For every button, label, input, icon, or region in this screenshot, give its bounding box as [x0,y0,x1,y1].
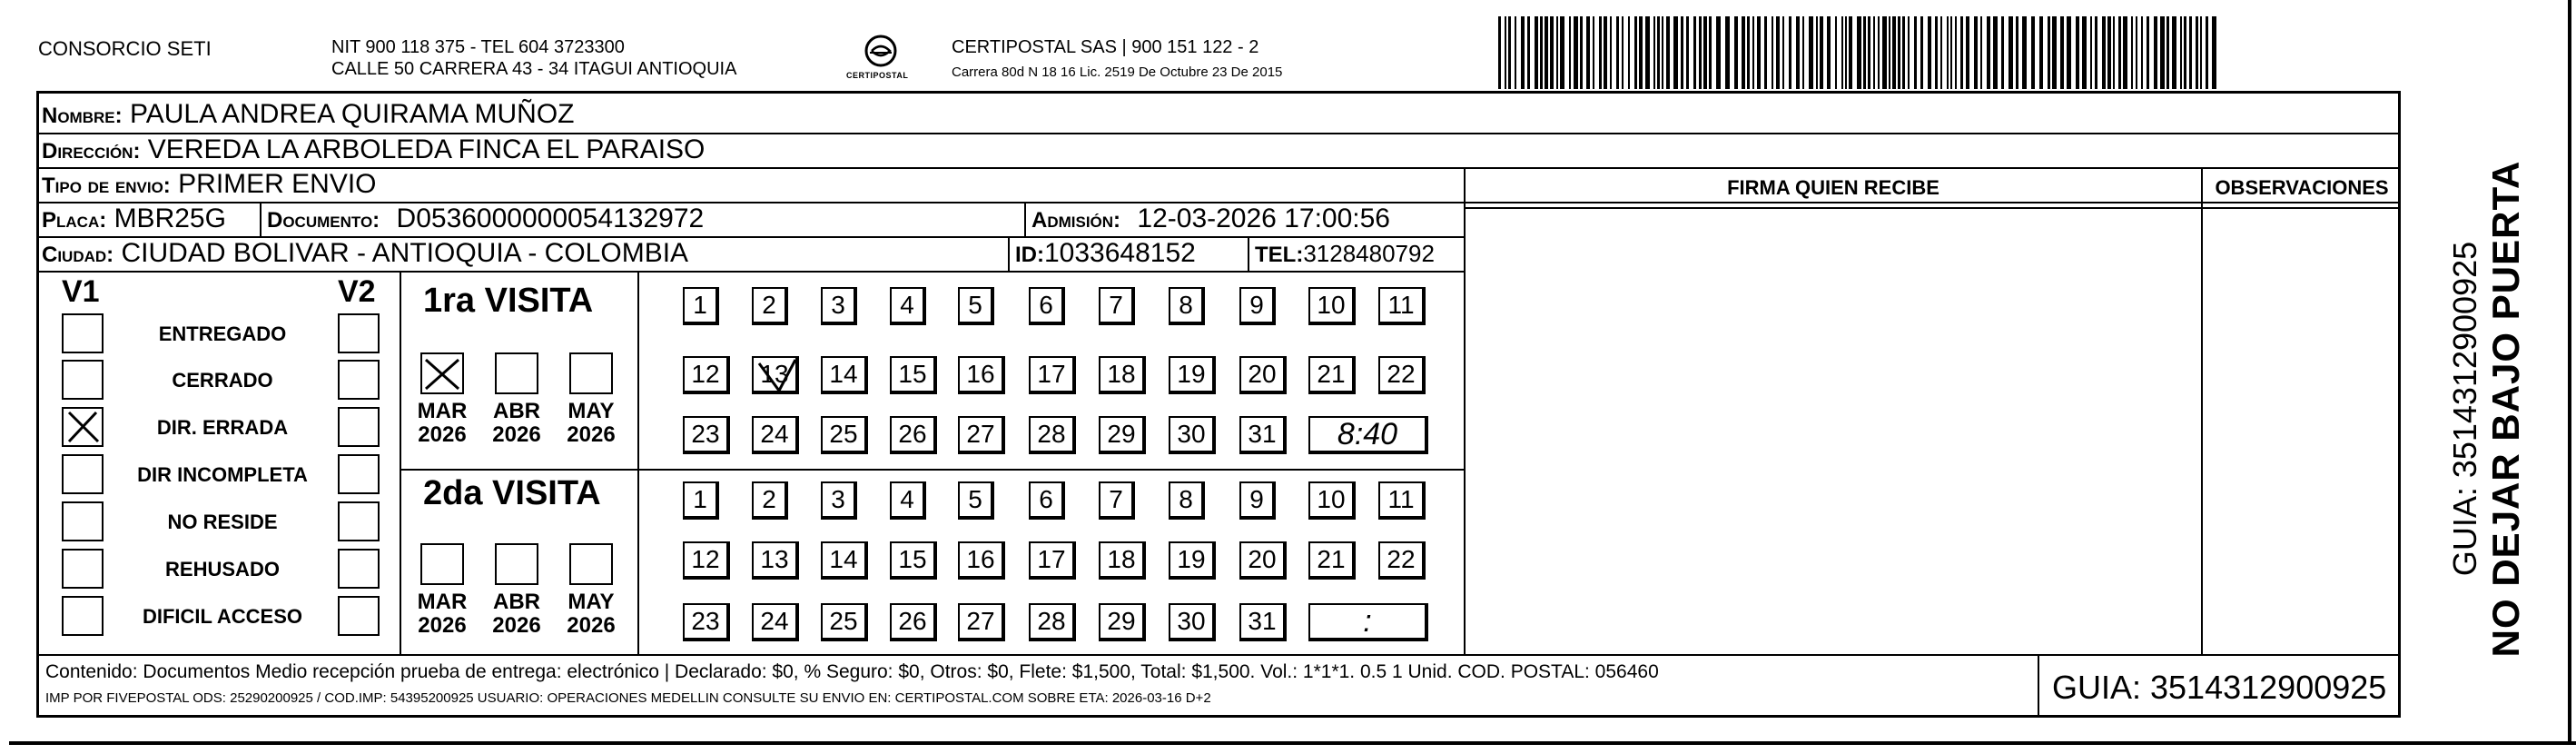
second-visit-day-5[interactable]: 5 [958,481,994,520]
barcode-bar [1882,16,1887,89]
first-visit-day-29[interactable]: 29 [1099,416,1146,454]
status-label: NO RESIDE [167,511,278,533]
first-visit-month-checkbox-abr[interactable] [495,352,538,394]
second-visit-day-9[interactable]: 9 [1239,481,1276,520]
check-mark-icon [422,354,462,392]
first-visit-day-12[interactable]: 12 [683,356,730,394]
second-visit-day-20[interactable]: 20 [1239,541,1287,580]
firma-header: FIRMA QUIEN RECIBE [1727,176,1939,199]
first-visit-day-10[interactable]: 10 [1308,287,1356,325]
barcode-bar [2048,16,2050,89]
barcode-bar [1527,16,1530,89]
barcode-bar [2095,16,2097,89]
second-visit-day-29[interactable]: 29 [1099,603,1146,641]
second-visit-title: 2da VISITA [423,474,601,512]
first-visit-day-9[interactable]: 9 [1239,287,1276,325]
v1-checkbox-7[interactable] [62,596,104,636]
v2-checkbox-5[interactable] [338,501,380,541]
second-visit-month-label [489,590,544,638]
first-visit-title: 1ra VISITA [423,282,594,320]
col-divider [1024,202,1026,236]
second-visit-month-label [564,590,618,638]
barcode-bar [1699,16,1702,89]
first-visit-day-23[interactable]: 23 [683,416,730,454]
second-visit-day-1[interactable]: 1 [683,481,719,520]
col-divider [260,202,262,236]
barcode-bar [1586,16,1590,89]
second-visit-day-30[interactable]: 30 [1169,603,1216,641]
direccion-label: Dirección: [42,139,141,164]
barcode-bar [1521,16,1525,89]
barcode-bar [1639,16,1643,89]
first-visit-day-21[interactable]: 21 [1308,356,1356,394]
barcode-bar [1681,16,1683,89]
first-visit-day-26[interactable]: 26 [890,416,937,454]
row-divider [36,271,1466,273]
second-visit-day-6[interactable]: 6 [1029,481,1065,520]
barcode-bar [1809,16,1813,89]
barcode-bar [1782,16,1784,89]
status-label: CERRADO [172,369,273,392]
second-visit-day-13[interactable]: 13 [752,541,799,580]
col-divider [637,271,639,654]
barcode-bar [1610,16,1612,89]
barcode-bar [1987,16,1990,89]
v2-checkbox-4[interactable] [338,454,380,494]
documento-value: D0536000000054132972 [396,203,705,233]
barcode-bar [1616,16,1619,89]
first-visit-day-31[interactable]: 31 [1239,416,1287,454]
second-visit-day-19[interactable]: 19 [1169,541,1216,580]
barcode-bar [1550,16,1554,89]
barcode-bar [2206,16,2208,89]
documento-label: Documento: [267,208,380,233]
observaciones-header: OBSERVACIONES [2215,176,2389,199]
second-visit-day-16[interactable]: 16 [958,541,1005,580]
tipo-envio-value: PRIMER ENVIO [178,169,377,199]
second-visit-day-10[interactable]: 10 [1308,481,1356,520]
first-visit-day-14[interactable]: 14 [821,356,868,394]
barcode-bar [2016,16,2018,89]
barcode-bar [1902,16,1905,89]
second-visit-day-25[interactable]: 25 [821,603,868,641]
admision-value: 12-03-2026 17:00:56 [1137,203,1390,233]
col-divider [1248,236,1249,271]
barcode-bar [1764,16,1767,89]
second-visit-day-7[interactable]: 7 [1099,481,1135,520]
v2-label: V2 [338,274,376,309]
barcode-bar [1993,16,1998,89]
first-visit-time-field[interactable]: 8:40 [1308,416,1428,454]
barcode-bar [1935,16,1938,89]
barcode-bar [1857,16,1861,89]
barcode-bar [1540,16,1543,89]
tipo-envio-row [42,169,377,202]
ciudad-label: Ciudad: [42,243,114,267]
barcode-bar [1974,16,1978,89]
id-value: 1033648152 [1044,238,1196,268]
first-visit-day-2[interactable]: 2 [752,287,788,325]
month-name: ABR [493,399,540,423]
barcode-bar [1666,16,1670,89]
ciudad-cell [42,238,688,271]
first-visit-day-24[interactable]: 24 [752,416,799,454]
barcode-bar [1725,16,1730,89]
second-visit-day-27[interactable]: 27 [958,603,1005,641]
barcode-bar [2160,16,2165,89]
second-visit-day-15[interactable]: 15 [890,541,937,580]
barcode-bar [1569,16,1571,89]
nombre-label: Nombre: [42,104,123,128]
first-visit-day-6[interactable]: 6 [1029,287,1065,325]
second-visit-day-11[interactable]: 11 [1378,481,1426,520]
col-divider [1464,167,1466,654]
barcode-bar [2184,16,2186,89]
barcode-bar [1634,16,1637,89]
second-visit-month-checkbox-may[interactable] [569,543,613,585]
v1-checkbox-4[interactable] [62,454,104,494]
barcode-bar [1580,16,1583,89]
barcode-bar [2118,16,2121,89]
barcode-bar [1802,16,1804,89]
barcode-bar [1556,16,1558,89]
barcode-bar [2131,16,2133,89]
first-visit-day-13[interactable]: 13 [752,356,799,394]
barcode-bar [2113,16,2115,89]
barcode-bar [2172,16,2176,89]
barcode-bar [1950,16,1952,89]
first-visit-day-25[interactable]: 25 [821,416,868,454]
id-label: ID: [1015,243,1044,267]
barcode-bar [1928,16,1931,89]
second-visit-day-14[interactable]: 14 [821,541,868,580]
barcode-bar [1535,16,1538,89]
barcode-bar [1505,16,1506,89]
first-visit-month-label [415,400,469,447]
barcode-bar [1878,16,1880,89]
admision-label: Admisión: [1031,208,1121,233]
status-label: DIR. ERRADA [156,416,289,439]
v2-checkbox-2[interactable] [338,360,380,400]
second-visit-time-field[interactable]: : [1308,603,1428,641]
barcode-bar [1980,16,1982,89]
license-line: Carrera 80d N 18 16 Lic. 2519 De Octubre 23 De 2015 [952,64,1283,80]
barcode-bar [2136,16,2137,89]
barcode-bar [1560,16,1564,89]
second-visit-day-3[interactable]: 3 [821,481,857,520]
v1-checkbox-2[interactable] [62,360,104,400]
v2-checkbox-7[interactable] [338,596,380,636]
second-visit-day-17[interactable]: 17 [1029,541,1076,580]
barcode-bar [1645,16,1650,89]
month-name: MAY [568,590,615,614]
col-divider [400,271,401,654]
barcode-bar [2090,16,2092,89]
row-divider [1466,207,2205,209]
v1-label: V1 [62,274,100,309]
no-dejar-bajo-puerta-warning: NO DEJAR BAJO PUERTA [2484,160,2527,658]
first-visit-month-label [489,400,544,447]
barcode-bar [2052,16,2057,89]
barcode-bar [1662,16,1663,89]
barcode-bar [1709,16,1712,89]
barcode-bar [1914,16,1917,89]
second-visit-day-24[interactable]: 24 [752,603,799,641]
barcode-bar [1574,16,1578,89]
barcode-bar [1947,16,1949,89]
second-visit-day-28[interactable]: 28 [1029,603,1076,641]
v1-checkbox-6[interactable] [62,549,104,589]
col-divider [1008,236,1010,271]
barcode-bar [1841,16,1843,89]
barcode-bar [2141,16,2143,89]
barcode-bar [2189,16,2192,89]
address-line: CALLE 50 CARRERA 43 - 34 ITAGUI ANTIOQUIA [331,59,737,79]
barcode-bar [1863,16,1866,89]
status-label: DIR INCOMPLETA [137,463,308,486]
tipo-envio-label: Tipo de envio: [42,174,171,198]
month-year: 2026 [418,422,467,447]
month-year: 2026 [567,422,616,447]
first-visit-day-27[interactable]: 27 [958,416,1005,454]
barcode-bar [2196,16,2198,89]
barcode-bar [2107,16,2111,89]
first-visit-day-22[interactable]: 22 [1378,356,1426,394]
page-bottom-border [9,741,2576,745]
col-divider [2038,654,2039,718]
barcode-bar [1757,16,1761,89]
first-visit-day-19[interactable]: 19 [1169,356,1216,394]
barcode-bar [1889,16,1890,89]
footer-divider [36,654,2401,656]
first-visit-day-17[interactable]: 17 [1029,356,1076,394]
barcode-bar [1835,16,1837,89]
barcode-bar [1920,16,1923,89]
barcode-bar [2001,16,2004,89]
month-name: MAY [568,399,615,423]
barcode-bar [1604,16,1607,89]
barcode-bar [2082,16,2087,89]
barcode-bar [1868,16,1870,89]
id-cell [1015,238,1196,271]
footer-guia: GUIA: 3514312900925 [2052,669,2387,706]
first-visit-day-4[interactable]: 4 [890,287,926,325]
nombre-row [42,99,575,132]
first-visit-day-7[interactable]: 7 [1099,287,1135,325]
ciudad-value: CIUDAD BOLIVAR - ANTIOQUIA - COLOMBIA [121,238,689,268]
documento-cell [267,203,704,236]
placa-cell [42,203,226,236]
row-divider [2203,207,2401,209]
barcode-bar [2147,16,2149,89]
nit-line: NIT 900 118 375 - TEL 604 3723300 [331,37,625,57]
barcode-bar [1716,16,1721,89]
month-year: 2026 [492,613,541,638]
certipostal-line: CERTIPOSTAL SAS | 900 151 122 - 2 [952,37,1259,57]
barcode-bar [1898,16,1900,89]
barcode-bar [2200,16,2202,89]
v1-checkbox-5[interactable] [62,501,104,541]
second-visit-day-22[interactable]: 22 [1378,541,1426,580]
second-visit-month-label [415,590,469,638]
second-visit-day-12[interactable]: 12 [683,541,730,580]
barcode-bar [1515,16,1516,89]
second-visit-day-23[interactable]: 23 [683,603,730,641]
barcode-bar [1908,16,1910,89]
barcode-bar [2076,16,2079,89]
first-visit-day-11[interactable]: 11 [1378,287,1426,325]
second-visit-day-26[interactable]: 26 [890,603,937,641]
barcode-bar [2123,16,2127,89]
v2-checkbox-3[interactable] [338,407,380,447]
month-year: 2026 [492,422,541,447]
first-visit-day-1[interactable]: 1 [683,287,719,325]
first-visit-day-15[interactable]: 15 [890,356,937,394]
month-name: MAR [417,399,468,423]
admision-cell [1031,203,1390,236]
barcode-bar [1816,16,1818,89]
barcode-bar [1622,16,1624,89]
barcode-bar [2212,16,2216,89]
first-visit-day-3[interactable]: 3 [821,287,857,325]
logo-text: CERTIPOSTAL [846,71,909,80]
barcode-bar [1820,16,1823,89]
placa-label: Placa: [42,208,107,233]
barcode-bar [1734,16,1738,89]
second-visit-day-31[interactable]: 31 [1239,603,1287,641]
first-visit-day-30[interactable]: 30 [1169,416,1216,454]
placa-value: MBR25G [114,203,226,233]
second-visit-day-8[interactable]: 8 [1169,481,1205,520]
month-year: 2026 [418,613,467,638]
barcode-bar [1653,16,1655,89]
barcode [1498,16,2225,89]
side-guia: GUIA: 3514312900925 [2446,241,2483,577]
barcode-bar [1955,16,1957,89]
company-name: CONSORCIO SETI [38,37,212,60]
barcode-bar [2154,16,2157,89]
barcode-bar [1849,16,1852,89]
row-divider [36,167,2401,169]
barcode-bar [1599,16,1602,89]
second-visit-day-4[interactable]: 4 [890,481,926,520]
handwritten-mark-icon [754,358,801,402]
barcode-bar [1686,16,1689,89]
first-visit-day-8[interactable]: 8 [1169,287,1205,325]
barcode-bar [1657,16,1660,89]
second-visit-month-checkbox-mar[interactable] [420,543,464,585]
barcode-bar [1796,16,1800,89]
barcode-bar [1940,16,1942,89]
barcode-bar [1845,16,1847,89]
barcode-bar [1827,16,1831,89]
v1-checkbox-1[interactable] [62,313,104,353]
first-visit-day-5[interactable]: 5 [958,287,994,325]
barcode-bar [1752,16,1754,89]
barcode-bar [2039,16,2043,89]
certipostal-logo [846,31,909,85]
barcode-bar [1772,16,1773,89]
second-visit-day-2[interactable]: 2 [752,481,788,520]
footer-imp-line: IMP POR FIVEPOSTAL ODS: 25290200925 / COD.IMP: 54395200925 USUARIO: OPERACIONES MEDELLIN CONSULTE SU ENVIO EN: CERTIPOSTAL.COM SOBRE ETA: 2026-03-16 D+2 [45,690,1211,706]
visit-divider [400,469,1466,471]
first-visit-day-18[interactable]: 18 [1099,356,1146,394]
month-name: ABR [493,590,540,614]
barcode-bar [1776,16,1780,89]
direccion-value: VEREDA LA ARBOLEDA FINCA EL PARAISO [147,134,706,164]
status-label: REHUSADO [165,558,280,580]
first-visit-month-label [564,400,618,447]
first-visit-day-20[interactable]: 20 [1239,356,1287,394]
second-visit-day-21[interactable]: 21 [1308,541,1356,580]
barcode-bar [1892,16,1896,89]
footer-content-line: Contenido: Documentos Medio recepción prueba de entrega: electrónico | Declarado: $0, % Seguro: $0, Otros: $0, Flete: $1,500, Total: $1,500. Vol.: 1*1*1. 0.5 1 Unid. COD. POSTAL: 056460 [45,661,1659,682]
tel-cell [1255,238,1435,271]
tel-value: 3128480792 [1303,240,1435,267]
barcode-bar [1960,16,1963,89]
barcode-bar [2031,16,2035,89]
barcode-bar [1673,16,1678,89]
first-visit-day-16[interactable]: 16 [958,356,1005,394]
barcode-bar [2180,16,2182,89]
page-right-border [2568,0,2571,745]
barcode-bar [2102,16,2106,89]
barcode-bar [2022,16,2027,89]
barcode-bar [1593,16,1594,89]
status-label: DIFICIL ACCESO [142,605,302,628]
first-visit-day-28[interactable]: 28 [1029,416,1076,454]
v1-checkbox-3[interactable] [62,407,104,447]
status-label: ENTREGADO [158,322,287,345]
barcode-bar [1742,16,1745,89]
barcode-bar [1747,16,1750,89]
barcode-bar [1545,16,1548,89]
v2-checkbox-6[interactable] [338,549,380,589]
barcode-bar [2060,16,2064,89]
month-year: 2026 [567,613,616,638]
v2-checkbox-1[interactable] [338,313,380,353]
barcode-bar [2067,16,2071,89]
first-visit-month-checkbox-mar[interactable] [420,352,464,394]
first-visit-month-checkbox-may[interactable] [569,352,613,394]
nombre-value: PAULA ANDREA QUIRAMA MUÑOZ [129,99,575,129]
barcode-bar [1966,16,1969,89]
barcode-bar [2008,16,2013,89]
tel-label: TEL: [1255,243,1304,267]
barcode-bar [1789,16,1791,89]
second-visit-day-18[interactable]: 18 [1099,541,1146,580]
barcode-bar [1508,16,1511,89]
barcode-bar [1873,16,1875,89]
barcode-bar [1693,16,1696,89]
direccion-row [42,134,705,167]
barcode-bar [1628,16,1630,89]
col-divider [2201,167,2203,654]
second-visit-month-checkbox-abr[interactable] [495,543,538,585]
barcode-bar [2166,16,2169,89]
barcode-bar [1498,16,1501,89]
check-mark-icon [64,409,102,445]
barcode-bar [1703,16,1707,89]
month-name: MAR [417,590,468,614]
